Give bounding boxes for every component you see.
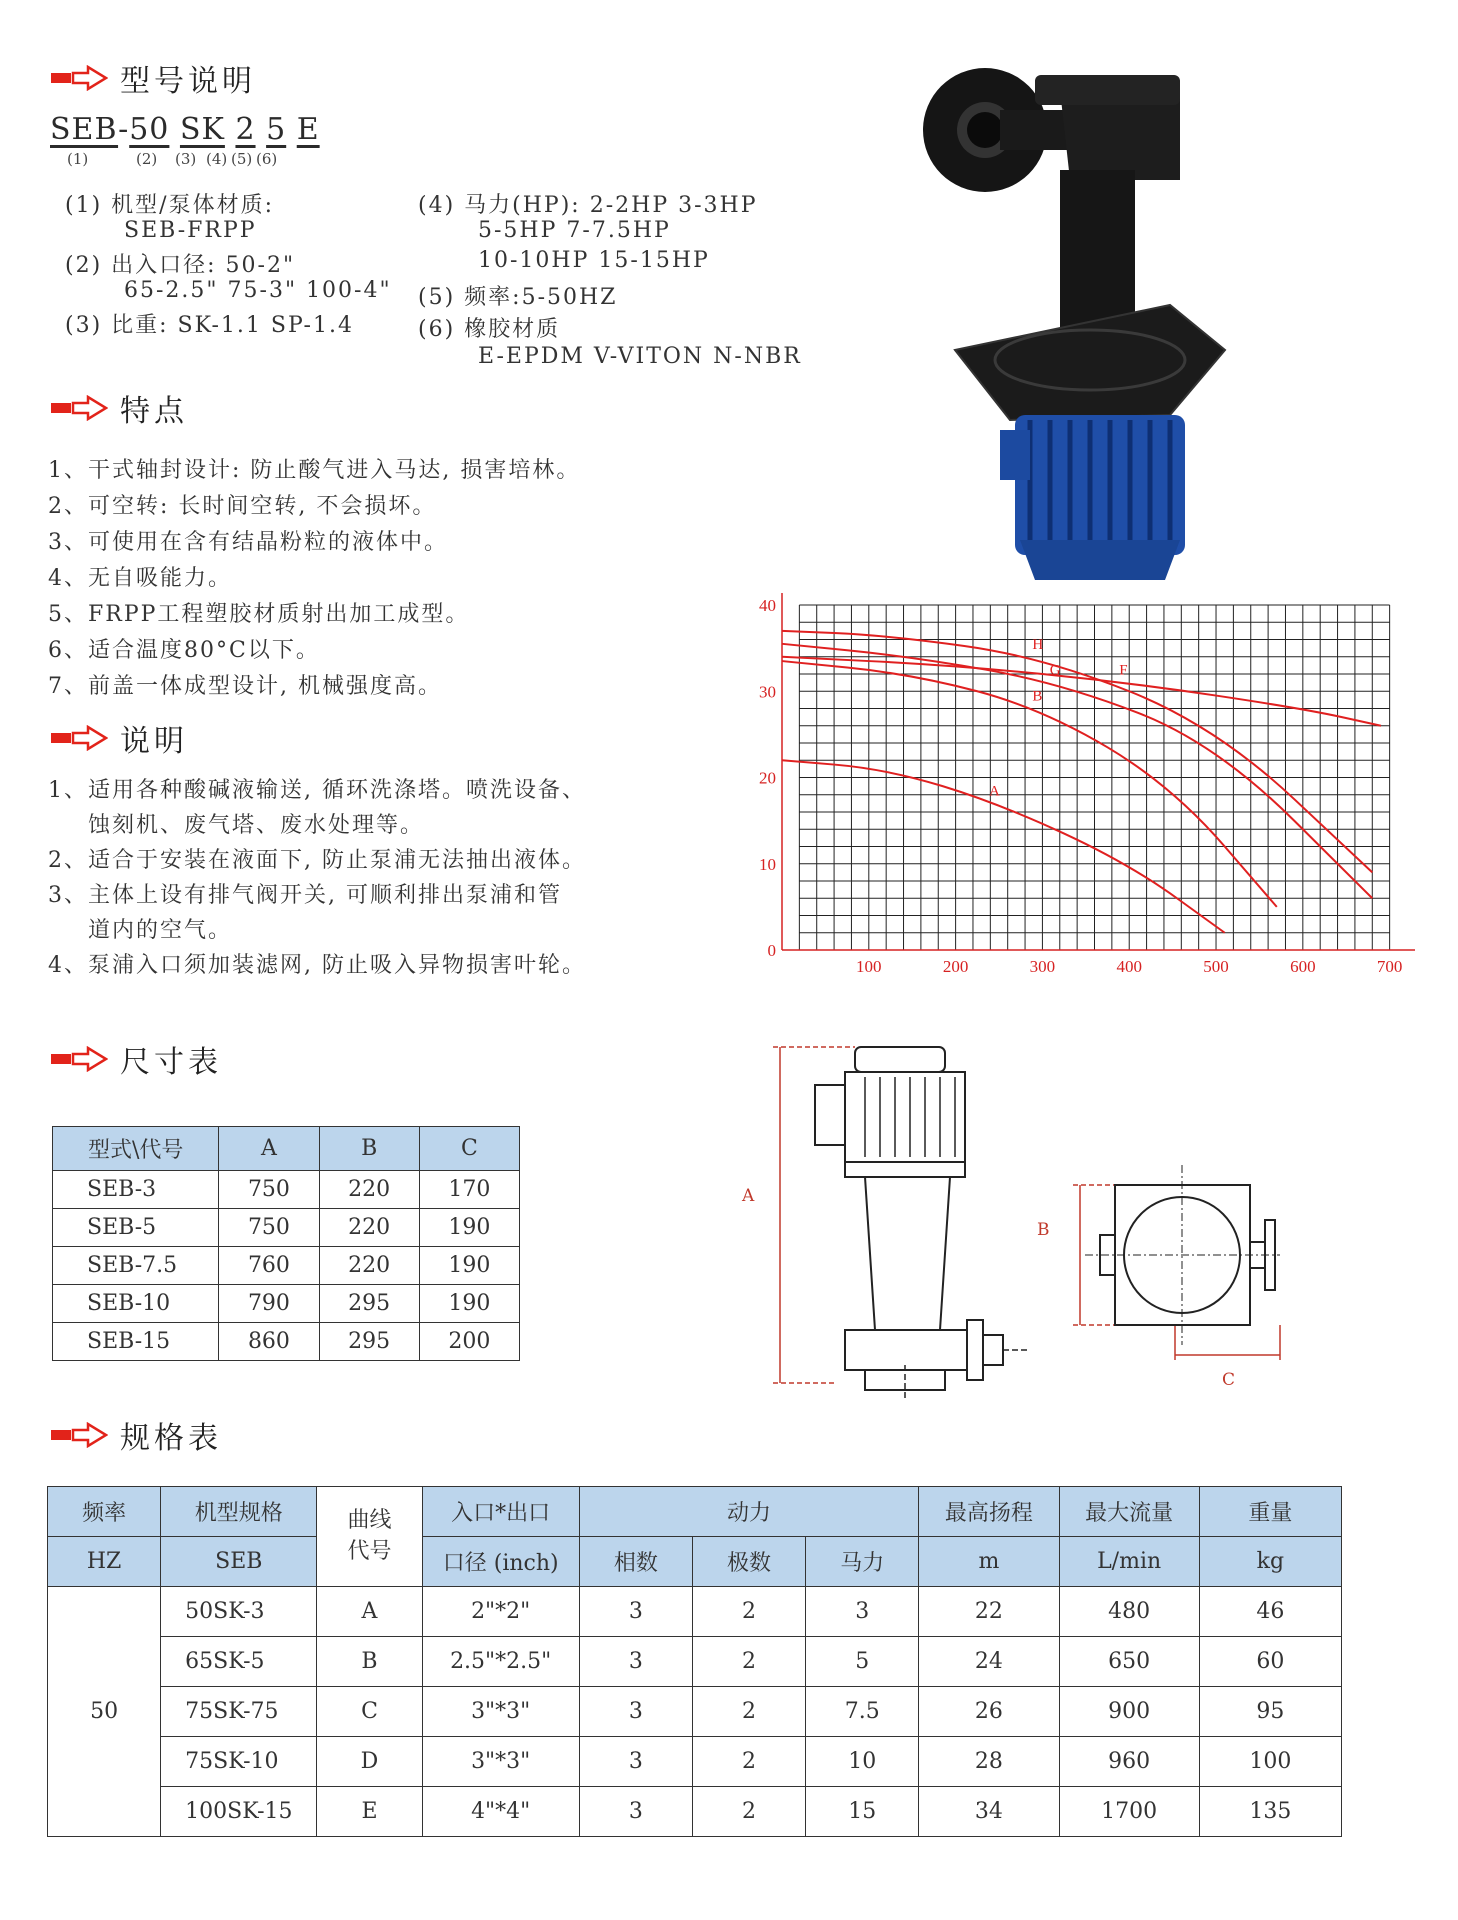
- model-left-line-3: (2) 出入口径: 50-2": [65, 253, 296, 278]
- spec-cell: 1700: [1059, 1787, 1199, 1837]
- table-row: [48, 1687, 1342, 1737]
- model-right-line-6: E-EPDM V-VITON N-NBR: [478, 344, 802, 369]
- model-index-1: (1): [67, 150, 89, 168]
- spec-cell: 135: [1199, 1787, 1341, 1837]
- model-index-4: (4): [206, 150, 228, 168]
- spec-cell: 3: [579, 1787, 692, 1837]
- spec-cell: 2: [692, 1587, 805, 1637]
- spec-h-freq: 频率: [48, 1487, 161, 1537]
- table-row: [48, 1737, 1342, 1787]
- arrow-icon: [50, 725, 108, 751]
- dim-cell: 860: [219, 1323, 319, 1361]
- spec-cell: 75SK-10: [161, 1737, 317, 1787]
- x-tick-label: 200: [942, 957, 969, 976]
- table-header-row: [53, 1127, 520, 1171]
- spec-h-port: 入口*出口: [422, 1487, 579, 1537]
- spec-cell: 2.5"*2.5": [422, 1637, 579, 1687]
- features-heading-text: 特点: [120, 394, 188, 429]
- spec-cell: 100SK-15: [161, 1787, 317, 1837]
- dim-cell: 295: [319, 1323, 419, 1361]
- note-item-4: 4、泵浦入口须加装滤网, 防止吸入异物损害叶轮。: [48, 953, 586, 978]
- spec-cell: E: [317, 1787, 422, 1837]
- spec-cell: 2"*2": [422, 1587, 579, 1637]
- table-row: [53, 1323, 520, 1361]
- model-right-line-5: (6) 橡胶材质: [418, 317, 561, 342]
- spec-cell: 5: [806, 1637, 919, 1687]
- dim-cell: 170: [419, 1171, 519, 1209]
- spec-h2-inch: 口径 (inch): [422, 1537, 579, 1587]
- spec-cell: 3: [579, 1687, 692, 1737]
- model-index-6: (6): [256, 150, 278, 168]
- y-tick-label: 0: [767, 941, 776, 960]
- feature-item-3: 3、可使用在含有结晶粉粒的液体中。: [48, 530, 448, 555]
- dim-cell: 760: [219, 1247, 319, 1285]
- series-label-A: A: [989, 783, 1000, 800]
- series-label-G: G: [1049, 662, 1061, 679]
- spec-cell: 100: [1199, 1737, 1341, 1787]
- table-row: [48, 1587, 1342, 1637]
- spec-h2-m: m: [919, 1537, 1059, 1587]
- label-c: C: [1222, 1370, 1236, 1390]
- spec-cell: C: [317, 1687, 422, 1737]
- model-left-line-2: SEB-FRPP: [124, 218, 257, 243]
- table-row: [53, 1285, 520, 1323]
- dim-cell: 190: [419, 1285, 519, 1323]
- model-left-line-5: (3) 比重: SK-1.1 SP-1.4: [65, 313, 354, 338]
- x-tick-label: 600: [1290, 957, 1316, 976]
- model-right-line-3: 10-10HP 15-15HP: [478, 248, 710, 273]
- features-section-heading: [50, 386, 188, 430]
- x-tick-label: 700: [1376, 957, 1403, 976]
- dimension-drawing: [735, 1035, 1295, 1405]
- note-item-3-cont: 道内的空气。: [88, 918, 233, 943]
- table-row: [48, 1787, 1342, 1837]
- spec-cell: 15: [806, 1787, 919, 1837]
- spec-h2-hz: HZ: [48, 1537, 161, 1587]
- spec-cell: 75SK-75: [161, 1687, 317, 1737]
- model-index-5: (5): [231, 150, 253, 168]
- table-row: [53, 1171, 520, 1209]
- series-label-F: F: [1119, 662, 1128, 679]
- dim-cell: 750: [219, 1209, 319, 1247]
- dimensions-heading-text: 尺寸表: [120, 1045, 222, 1080]
- spec-h-flow: 最大流量: [1059, 1487, 1199, 1537]
- spec-cell: 960: [1059, 1737, 1199, 1787]
- model-left-line-1: (1) 机型/泵体材质:: [65, 193, 274, 218]
- arrow-icon: [50, 65, 108, 91]
- x-tick-label: 500: [1203, 957, 1229, 976]
- model-part-4: 2: [235, 112, 256, 147]
- x-tick-label: 300: [1029, 957, 1056, 976]
- spec-cell: 3"*3": [422, 1687, 579, 1737]
- spec-cell: 10: [806, 1737, 919, 1787]
- dim-cell: SEB-15: [53, 1323, 219, 1361]
- spec-cell: 3"*3": [422, 1737, 579, 1787]
- y-tick-label: 10: [759, 854, 776, 874]
- spec-cell: 3: [579, 1637, 692, 1687]
- model-right-line-4: (5) 频率:5-50HZ: [418, 285, 618, 310]
- header-model: 型式\代号: [53, 1127, 219, 1171]
- spec-cell: 3: [579, 1737, 692, 1787]
- note-item-3: 3、主体上设有排气阀开关, 可顺利排出泵浦和管: [48, 883, 562, 908]
- dim-cell: 220: [319, 1247, 419, 1285]
- y-tick-label: 40: [759, 596, 776, 615]
- model-right-line-1: (4) 马力(HP): 2-2HP 3-3HP: [418, 193, 758, 218]
- spec-cell: 2: [692, 1787, 805, 1837]
- series-line-B: [782, 661, 1277, 907]
- model-dash: -: [118, 112, 130, 147]
- spec-h-power: 动力: [579, 1487, 919, 1537]
- model-index-3: (3): [175, 150, 197, 168]
- model-left-line-4: 65-2.5" 75-3" 100-4": [124, 278, 392, 303]
- notes-section-heading: [50, 716, 188, 760]
- model-part-5: 5: [266, 112, 287, 147]
- arrow-icon: [50, 395, 108, 421]
- spec-cell: 28: [919, 1737, 1059, 1787]
- dim-cell: SEB-10: [53, 1285, 219, 1323]
- spec-cell: 60: [1199, 1637, 1341, 1687]
- arrow-icon: [50, 1422, 108, 1448]
- model-heading-text: 型号说明: [120, 64, 256, 99]
- dim-cell: 220: [319, 1209, 419, 1247]
- spec-cell: 22: [919, 1587, 1059, 1637]
- spec-cell: 3: [579, 1587, 692, 1637]
- series-label-B: B: [1032, 688, 1043, 705]
- model-section-heading: [50, 56, 256, 100]
- x-tick-label: 100: [856, 957, 882, 976]
- spec-h2-hp: 马力: [806, 1537, 919, 1587]
- feature-item-4: 4、无自吸能力。: [48, 566, 232, 591]
- spec-header-row-2: [48, 1537, 1342, 1587]
- spec-cell: 50SK-3: [161, 1587, 317, 1637]
- spec-freq-cell: 50: [48, 1587, 161, 1837]
- table-row: [48, 1637, 1342, 1687]
- chart-svg: [740, 585, 1420, 995]
- dim-cell: 295: [319, 1285, 419, 1323]
- model-part-1: SEB: [50, 112, 119, 147]
- model-right-line-2: 5-5HP 7-7.5HP: [478, 218, 671, 243]
- spec-section-heading: [50, 1413, 222, 1457]
- spec-cell: A: [317, 1587, 422, 1637]
- model-index-2: (2): [136, 150, 158, 168]
- model-part-2: 50: [129, 112, 170, 147]
- spec-h2-phase: 相数: [579, 1537, 692, 1587]
- spec-cell: 7.5: [806, 1687, 919, 1737]
- dim-cell: 190: [419, 1209, 519, 1247]
- header-a: A: [219, 1127, 319, 1171]
- spec-cell: D: [317, 1737, 422, 1787]
- spec-cell: 2: [692, 1737, 805, 1787]
- dim-cell: SEB-3: [53, 1171, 219, 1209]
- spec-cell: 65SK-5: [161, 1637, 317, 1687]
- spec-cell: 26: [919, 1687, 1059, 1737]
- label-a: A: [742, 1186, 755, 1206]
- feature-item-5: 5、FRPP工程塑胶材质射出加工成型。: [48, 602, 470, 627]
- dim-cell: SEB-7.5: [53, 1247, 219, 1285]
- spec-heading-text: 规格表: [120, 1421, 222, 1456]
- spec-cell: 2: [692, 1637, 805, 1687]
- arrow-icon: [50, 1046, 108, 1072]
- model-part-3: SK: [179, 112, 225, 147]
- spec-table: [47, 1486, 1342, 1837]
- feature-item-6: 6、适合温度80°C以下。: [48, 638, 320, 663]
- model-code: [50, 112, 320, 147]
- spec-cell: 2: [692, 1687, 805, 1737]
- dim-cell: 190: [419, 1247, 519, 1285]
- dimensions-table: [52, 1126, 520, 1361]
- spec-h-model: 机型规格: [161, 1487, 317, 1537]
- y-tick-label: 20: [759, 768, 776, 788]
- pump-product-image: [920, 60, 1250, 595]
- spec-h-weight: 重量: [1199, 1487, 1341, 1537]
- note-item-1: 1、适用各种酸碱液输送, 循环洗涤塔。喷洗设备、: [48, 778, 586, 803]
- performance-chart: [740, 585, 1420, 995]
- spec-cell: 4"*4": [422, 1787, 579, 1837]
- spec-h2-seb: SEB: [161, 1537, 317, 1587]
- notes-heading-text: 说明: [120, 724, 188, 759]
- y-tick-label: 30: [759, 682, 776, 702]
- label-b: B: [1037, 1220, 1050, 1240]
- spec-cell: 3: [806, 1587, 919, 1637]
- spec-cell: B: [317, 1637, 422, 1687]
- feature-item-1: 1、干式轴封设计: 防止酸气进入马达, 损害培林。: [48, 458, 581, 483]
- spec-cell: 24: [919, 1637, 1059, 1687]
- x-tick-label: 400: [1116, 957, 1142, 976]
- spec-header-row-1: [48, 1487, 1342, 1537]
- header-b: B: [319, 1127, 419, 1171]
- feature-item-2: 2、可空转: 长时间空转, 不会损坏。: [48, 494, 437, 519]
- spec-cell: 480: [1059, 1587, 1199, 1637]
- dim-cell: 200: [419, 1323, 519, 1361]
- series-label-H: H: [1032, 636, 1044, 653]
- table-row: [53, 1209, 520, 1247]
- model-part-6: E: [296, 112, 320, 147]
- spec-cell: 95: [1199, 1687, 1341, 1737]
- dim-cell: 790: [219, 1285, 319, 1323]
- spec-cell: 900: [1059, 1687, 1199, 1737]
- spec-h-head: 最高扬程: [919, 1487, 1059, 1537]
- table-row: [53, 1247, 520, 1285]
- dim-cell: 220: [319, 1171, 419, 1209]
- dim-cell: SEB-5: [53, 1209, 219, 1247]
- spec-cell: 650: [1059, 1637, 1199, 1687]
- spec-h2-poles: 极数: [692, 1537, 805, 1587]
- note-item-2: 2、适合于安装在液面下, 防止泵浦无法抽出液体。: [48, 848, 586, 873]
- dim-cell: 750: [219, 1171, 319, 1209]
- spec-h-curve: 曲线代号: [317, 1487, 422, 1587]
- spec-cell: 46: [1199, 1587, 1341, 1637]
- header-c: C: [419, 1127, 519, 1171]
- note-item-1-cont: 蚀刻机、废气塔、废水处理等。: [88, 813, 425, 838]
- spec-h2-kg: kg: [1199, 1537, 1341, 1587]
- feature-item-7: 7、前盖一体成型设计, 机械强度高。: [48, 674, 442, 699]
- dimensions-section-heading: [50, 1037, 222, 1081]
- spec-cell: 34: [919, 1787, 1059, 1837]
- spec-h2-lmin: L/min: [1059, 1537, 1199, 1587]
